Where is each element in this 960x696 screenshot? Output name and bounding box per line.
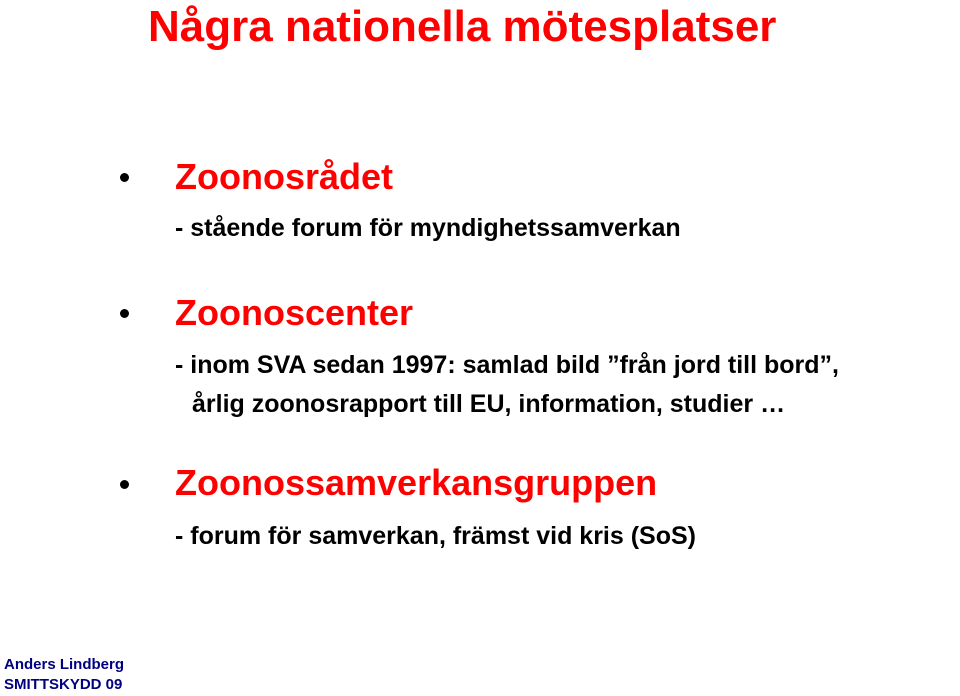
section-text-zoonoscenter-line1: - inom SVA sedan 1997: samlad bild ”från jord till bord”,: [175, 351, 840, 379]
section-heading-zoonosradet: Zoonosrådet: [175, 156, 394, 197]
bullet-icon: [120, 480, 129, 489]
footer-author: Anders Lindberg: [4, 656, 125, 673]
bullet-icon: [120, 309, 129, 318]
section-text-zoonossamverkansgruppen: - forum för samverkan, främst vid kris (SoS): [175, 522, 696, 550]
section-text-zoonoscenter-line2: årlig zoonosrapport till EU, information, studier …: [192, 390, 786, 418]
footer-event: SMITTSKYDD 09: [4, 676, 123, 693]
slide-title: Några nationella mötesplatser: [148, 2, 777, 51]
section-heading-zoonoscenter: Zoonoscenter: [175, 292, 414, 333]
bullet-icon: [120, 173, 129, 182]
section-text-zoonosradet: - stående forum för myndighetssamverkan: [175, 214, 681, 242]
section-heading-zoonossamverkansgruppen: Zoonossamverkansgruppen: [175, 462, 658, 503]
